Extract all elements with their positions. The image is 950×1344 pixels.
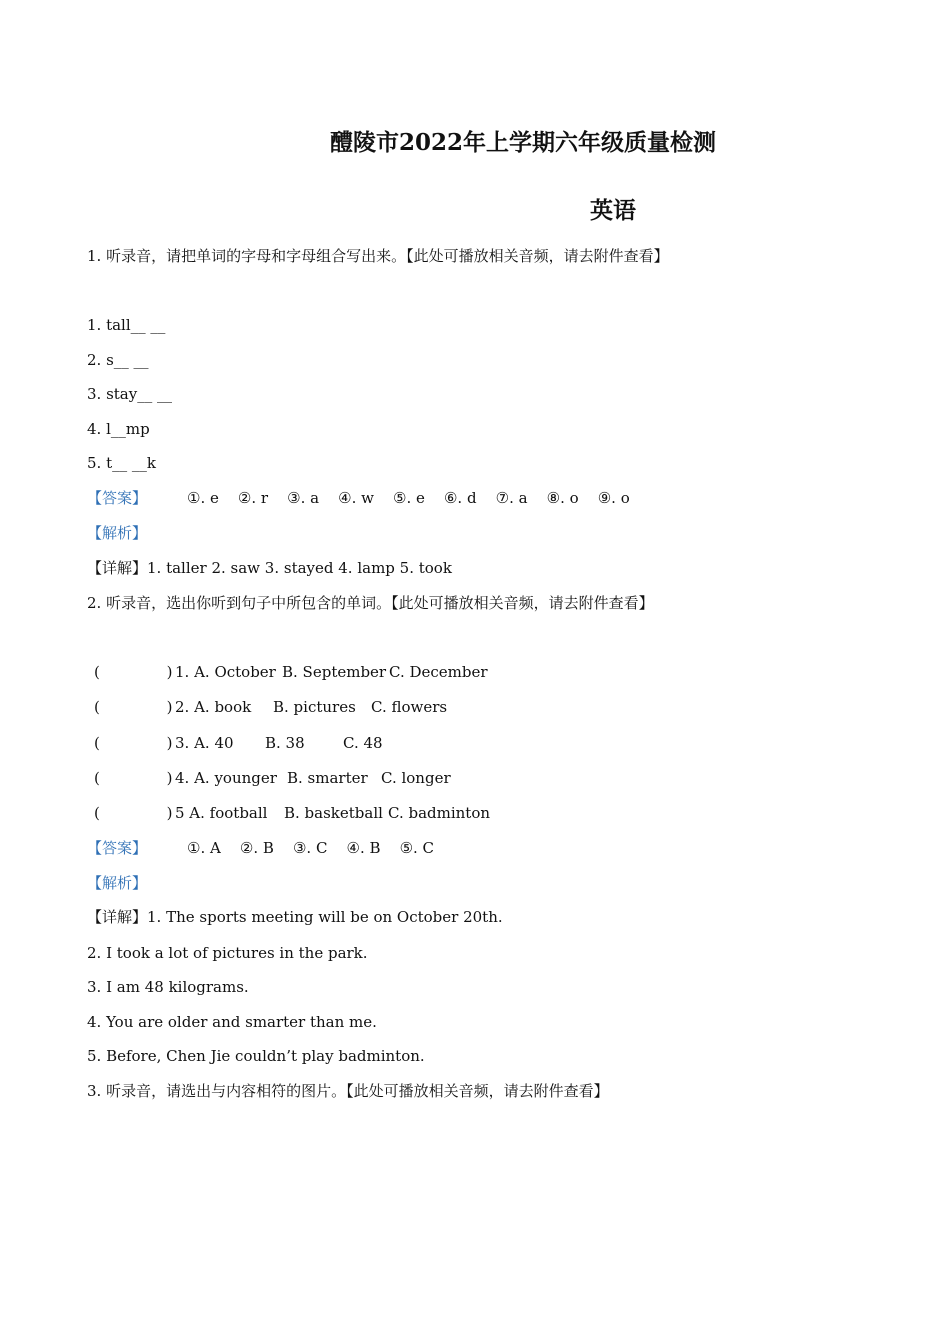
option-a: 1. A. October (175, 663, 276, 681)
option-b: B. basketball (284, 804, 383, 822)
page-subtitle: 英语 (590, 197, 636, 224)
q2-prompt: 2. 听录音，选出你听到句子中所包含的单词。【此处可播放相关音频，请去附件查看】 (87, 594, 654, 612)
option-c: C. longer (381, 769, 451, 787)
option-c: C. badminton (388, 804, 491, 822)
page-title: 醴陵市2022年上学期六年级质量检测 (330, 129, 717, 156)
q1-analysis-label: 【解析】 (87, 524, 148, 542)
q1-item: 2. s__ __ (87, 351, 149, 369)
answer-blank[interactable]: ( ) (94, 734, 173, 752)
option-a: 4. A. younger (175, 769, 277, 787)
q2-analysis-label: 【解析】 (87, 874, 148, 892)
option-a: 3. A. 40 (175, 734, 234, 752)
option-b: B. smarter (287, 769, 368, 787)
answer-blank[interactable]: ( ) (94, 663, 173, 681)
option-c: C. flowers (371, 698, 448, 716)
answer-blank[interactable]: ( ) (94, 769, 173, 787)
option-a: 5 A. football (175, 804, 268, 822)
option-a: 2. A. book (175, 698, 252, 716)
option-c: C. 48 (343, 734, 383, 752)
q1-answer-text: ①. e ②. r ③. a ④. w ⑤. e ⑥. d ⑦. a ⑧. o ⑨. o (187, 489, 630, 507)
q2-answer-text: ①. A ②. B ③. C ④. B ⑤. C (187, 839, 435, 857)
q2-detail-line: 5. Before, Chen Jie couldn’t play badminton. (87, 1047, 425, 1065)
q2-detail-line: 2. I took a lot of pictures in the park. (87, 944, 368, 962)
option-c: C. December (389, 663, 488, 681)
answer-blank[interactable]: ( ) (94, 804, 173, 822)
q1-item: 3. stay__ __ (87, 385, 172, 403)
q2-answer-label: 【答案】 (87, 839, 148, 857)
q1-item: 1. tall__ __ (87, 316, 166, 334)
option-b: B. September (282, 663, 387, 681)
q1-answer-label: 【答案】 (87, 489, 148, 507)
option-b: B. 38 (265, 734, 305, 752)
option-b: B. pictures (273, 698, 356, 716)
q1-item: 5. t__ __k (87, 454, 156, 472)
q2-detail-line: 3. I am 48 kilograms. (87, 978, 249, 996)
q1-detail: 【详解】1. taller 2. saw 3. stayed 4. lamp 5. took (87, 559, 452, 577)
answer-blank[interactable]: ( ) (94, 698, 173, 716)
q1-item: 4. l__mp (87, 420, 150, 438)
q1-prompt: 1. 听录音，请把单词的字母和字母组合写出来。【此处可播放相关音频，请去附件查看】 (87, 247, 669, 265)
q2-detail-line: 【详解】1. The sports meeting will be on October 20th. (87, 908, 503, 926)
q2-detail-line: 4. You are older and smarter than me. (87, 1013, 377, 1031)
q3-prompt: 3. 听录音，请选出与内容相符的图片。【此处可播放相关音频，请去附件查看】 (87, 1082, 609, 1100)
